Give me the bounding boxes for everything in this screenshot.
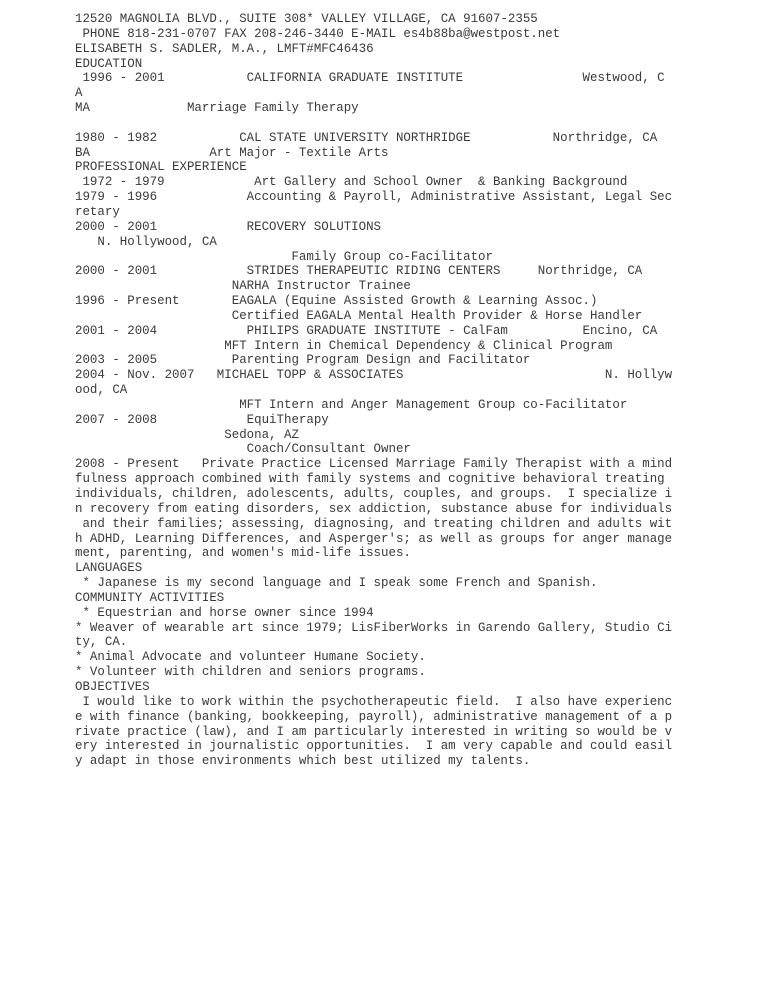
contact-line: PHONE 818-231-0707 FAX 208-246-3440 E-MAIL es4b88ba@westpost.net: [75, 26, 561, 41]
experience-line: retary: [75, 204, 120, 219]
experience-line: 2000 - 2001 STRIDES THERAPEUTIC RIDING CENTERS Northridge, CA: [75, 264, 643, 279]
experience-line: NARHA Instructor Trainee: [75, 279, 411, 294]
experience-line: individuals, children, adolescents, adults, couples, and groups. I specialize i: [75, 487, 673, 501]
education-degree-line: BA Art Major - Textile Arts: [75, 145, 389, 160]
blank-line: [75, 116, 675, 131]
experience-line: 1996 - Present EAGALA (Equine Assisted Growth & Learning Assoc.): [75, 294, 598, 309]
experience-line: ment, parenting, and women's mid-life issues.: [75, 546, 411, 561]
section-heading-community: COMMUNITY ACTIVITIES: [75, 590, 225, 605]
experience-line: 1972 - 1979 Art Gallery and School Owner & Banking Background: [75, 175, 628, 190]
experience-line: and their families; assessing, diagnosing, and treating children and adults wit: [75, 516, 673, 531]
experience-line: Family Group co-Facilitator: [75, 249, 493, 264]
name-line: ELISABETH S. SADLER, M.A., LMFT#MFC46436: [75, 41, 374, 56]
experience-line: n recovery from eating disorders, sex addiction, substance abuse for individuals: [75, 501, 673, 516]
education-entry-line: A: [75, 86, 83, 101]
experience-line: 2000 - 2001 RECOVERY SOLUTIONS: [75, 219, 382, 234]
objectives-line: ery interested in journalistic opportunities. I am very capable and could easil: [75, 739, 673, 754]
experience-line: Sedona, AZ: [75, 427, 299, 442]
objectives-line: I would like to work within the psychotherapeutic field. I also have experienc: [75, 694, 673, 709]
education-entry-line: 1996 - 2001 CALIFORNIA GRADUATE INSTITUTE Westwood, C: [75, 71, 665, 86]
education-entry-line: 1980 - 1982 CAL STATE UNIVERSITY NORTHRIDGE Northridge, CA: [75, 130, 658, 145]
experience-line: 2008 - Present Private Practice Licensed Marriage Family Therapist with a mind: [75, 457, 673, 472]
experience-line: ood, CA: [75, 383, 128, 398]
experience-line: 2004 - Nov. 2007 MICHAEL TOPP & ASSOCIATES N. Hollyw: [75, 368, 673, 383]
section-heading-experience: PROFESSIONAL EXPERIENCE: [75, 160, 247, 175]
section-heading-objectives: OBJECTIVES: [75, 679, 150, 694]
section-heading-languages: LANGUAGES: [75, 561, 143, 576]
experience-line: MFT Intern in Chemical Dependency & Clinical Program: [75, 338, 613, 353]
experience-line: Coach/Consultant Owner: [75, 442, 411, 457]
experience-line: 2007 - 2008 EquiTherapy: [75, 412, 329, 427]
objectives-line: y adapt in those environments which best utilized my talents.: [75, 754, 531, 769]
objectives-line: e with finance (banking, bookkeeping, payroll), administrative management of a p: [75, 709, 673, 724]
community-line: ty, CA.: [75, 635, 128, 650]
experience-line: fulness approach combined with family systems and cognitive behavioral treating: [75, 472, 665, 487]
language-line: * Japanese is my second language and I speak some French and Spanish.: [75, 576, 598, 591]
community-line: * Weaver of wearable art since 1979; LisFiberWorks in Garendo Gallery, Studio Ci: [75, 620, 673, 635]
section-heading-education: EDUCATION: [75, 56, 143, 71]
community-line: * Animal Advocate and volunteer Humane Society.: [75, 650, 426, 665]
experience-line: N. Hollywood, CA: [75, 234, 217, 249]
community-line: * Equestrian and horse owner since 1994: [75, 605, 374, 620]
address-line: 12520 MAGNOLIA BLVD., SUITE 308* VALLEY VILLAGE, CA 91607-2355: [75, 12, 538, 26]
experience-line: 2001 - 2004 PHILIPS GRADUATE INSTITUTE - CalFam Encino, CA: [75, 323, 658, 338]
community-line: * Volunteer with children and seniors programs.: [75, 665, 426, 680]
experience-line: MFT Intern and Anger Management Group co-Facilitator: [75, 397, 628, 412]
experience-line: 2003 - 2005 Parenting Program Design and Facilitator: [75, 353, 531, 368]
experience-line: 1979 - 1996 Accounting & Payroll, Administrative Assistant, Legal Sec: [75, 190, 673, 205]
education-degree-line: MA Marriage Family Therapy: [75, 101, 359, 116]
objectives-line: rivate practice (law), and I am particularly interested in writing so would be v: [75, 724, 673, 739]
resume-document: [75, 12, 675, 769]
experience-line: Certified EAGALA Mental Health Provider & Horse Handler: [75, 308, 643, 323]
experience-line: h ADHD, Learning Differences, and Asperger's; as well as groups for anger manage: [75, 531, 673, 546]
